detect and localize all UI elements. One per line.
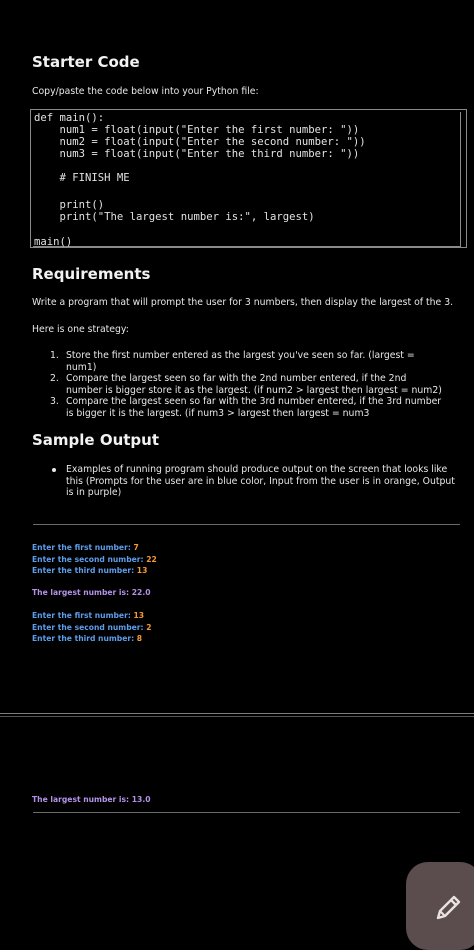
prompt-text: Enter the first number: (32, 611, 134, 620)
code-line: num3 = float(input("Enter the third number: ")) (34, 148, 360, 160)
step-number: 1. (50, 350, 59, 361)
step-number: 2. (50, 373, 59, 384)
sample-output-heading: Sample Output (32, 431, 160, 449)
code-line: num2 = float(input("Enter the second number: ")) (34, 136, 366, 148)
step-number: 3. (50, 396, 59, 407)
sample-line (32, 623, 152, 633)
input-value: 8 (136, 634, 143, 643)
strategy-intro: Here is one strategy: (32, 324, 129, 335)
sample-line (32, 588, 151, 598)
output-label: The largest number is: (32, 588, 132, 597)
prompt-text: Enter the first number: (32, 543, 134, 552)
input-value: 2 (146, 623, 152, 632)
code-block[interactable] (30, 109, 467, 248)
requirements-intro: Write a program that will prompt the user for 3 numbers, then display the largest of the 3. (32, 297, 454, 308)
code-line: print("The largest number is:", largest) (34, 211, 315, 223)
page-break-line (0, 716, 474, 717)
code-line: num1 = float(input("Enter the first number: ")) (34, 124, 360, 136)
sample-bullets (50, 464, 455, 499)
input-value: 7 (133, 543, 139, 552)
step-text: Compare the largest seen so far with the 2nd number entered, if the 2nd number is bigger store it as the largest. (if num2 > largest then largest = num2) (66, 373, 442, 396)
input-value: 13 (133, 611, 145, 620)
strategy-steps (50, 350, 445, 419)
list-item (50, 396, 445, 419)
sample-line (32, 543, 139, 553)
sample-line (32, 611, 144, 621)
step-text: Compare the largest seen so far with the 3rd number entered, if the 3rd number is bigger it is the largest. (if num3 > largest then largest = num3 (66, 396, 442, 419)
prompt-text: Enter the second number: (32, 555, 147, 564)
code-line: print() (34, 199, 105, 211)
bullet-text: Examples of running program should produce output on the screen that looks like this (Prompts for the user are in blue color, Input from the user is in orange, Output is in purple) (66, 464, 455, 498)
code-line: # FINISH ME (34, 172, 130, 184)
list-item (50, 350, 445, 373)
edit-button[interactable] (406, 862, 474, 950)
prompt-text: Enter the third number: (32, 566, 137, 575)
input-value: 22 (146, 555, 157, 564)
output-value: 22.0 (131, 588, 151, 597)
list-item (50, 373, 445, 396)
starter-code-heading: Starter Code (32, 53, 140, 71)
code-line: def main(): (34, 112, 105, 124)
prompt-text: Enter the second number: (32, 623, 147, 632)
code-line: main() (34, 236, 73, 248)
sample-line (32, 795, 151, 805)
list-item (50, 464, 455, 499)
bullet-dot-icon (52, 468, 56, 472)
divider (33, 812, 460, 813)
sample-line (32, 566, 147, 576)
pencil-icon (433, 893, 463, 923)
divider (33, 524, 460, 525)
output-value: 13.0 (131, 795, 151, 804)
sample-line (32, 555, 157, 565)
starter-instruction: Copy/paste the code below into your Python file: (32, 86, 259, 97)
input-value: 13 (136, 566, 148, 575)
output-label: The largest number is: (32, 795, 132, 804)
step-text: Store the first number entered as the largest you've seen so far. (largest = num1) (66, 350, 415, 373)
page-break-line (0, 713, 474, 714)
prompt-text: Enter the third number: (32, 634, 137, 643)
requirements-heading: Requirements (32, 265, 151, 283)
sample-line (32, 634, 142, 644)
